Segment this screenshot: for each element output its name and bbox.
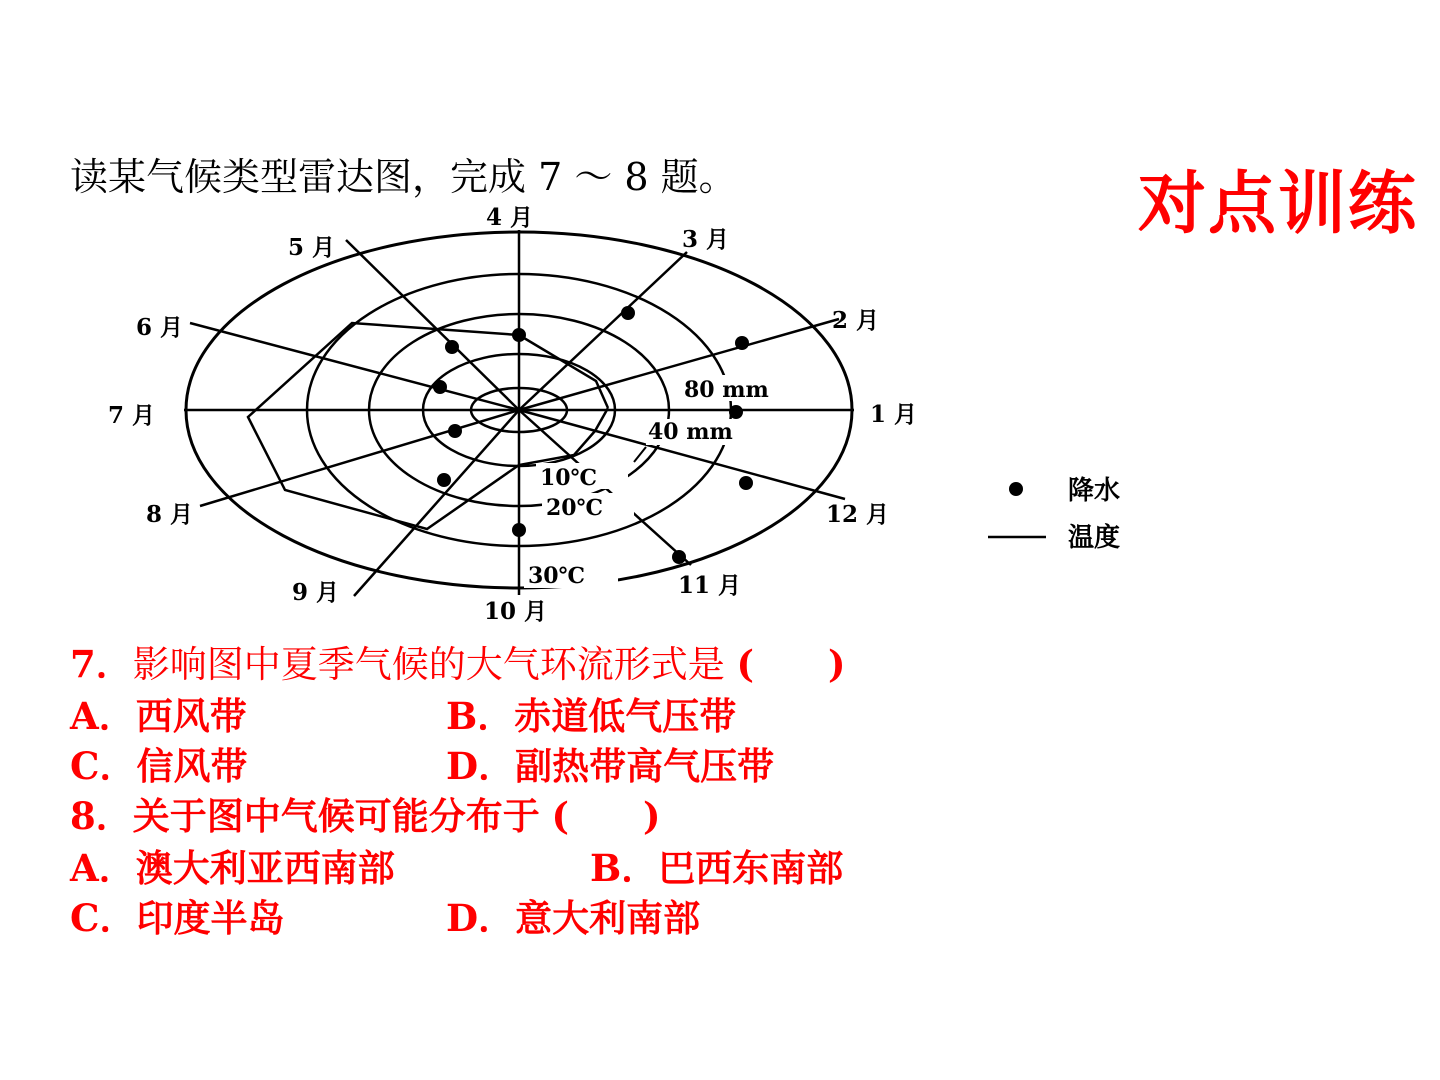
precipitation-dot bbox=[739, 476, 753, 490]
q8-number: 8． bbox=[70, 794, 133, 838]
radar-spoke bbox=[190, 323, 519, 410]
question-7 bbox=[70, 634, 846, 688]
q8-option-d[interactable]: D．意大利南部 bbox=[446, 896, 701, 940]
month-label-10: 10 月 bbox=[484, 598, 548, 625]
precipitation-dot bbox=[735, 336, 749, 350]
precipitation-dot bbox=[672, 550, 686, 564]
month-labels bbox=[108, 204, 917, 625]
question-8 bbox=[70, 786, 661, 840]
month-label-5: 5 月 bbox=[288, 234, 336, 261]
legend-precip-dot bbox=[1009, 482, 1023, 496]
precipitation-dot bbox=[621, 306, 635, 320]
precipitation-dot bbox=[437, 473, 451, 487]
precipitation-dot bbox=[512, 523, 526, 537]
q8-bracket: ( ) bbox=[551, 794, 661, 838]
intro-text: 读某气候类型雷达图，完成 7 ～ 8 题。 bbox=[70, 155, 737, 199]
precipitation-dot bbox=[512, 328, 526, 342]
precipitation-dot bbox=[729, 405, 743, 419]
month-label-2: 2 月 bbox=[832, 307, 880, 334]
legend-temp-label: 温度 bbox=[1068, 523, 1121, 553]
q8-option-b[interactable]: B．巴西东南部 bbox=[590, 846, 844, 890]
scale-label-30c: 30℃ bbox=[528, 563, 585, 589]
month-label-11: 11 月 bbox=[678, 572, 742, 599]
q7-option-a[interactable]: A．西风带 bbox=[70, 694, 247, 738]
month-label-7: 7 月 bbox=[108, 402, 156, 429]
climate-radar-chart bbox=[90, 195, 1190, 635]
chart-legend bbox=[988, 475, 1120, 553]
scale-label-40mm: 40 mm bbox=[648, 419, 733, 445]
scale-label-80mm: 80 mm bbox=[684, 377, 769, 403]
q7-number: 7． bbox=[70, 642, 133, 686]
precipitation-dot bbox=[445, 340, 459, 354]
month-label-12: 12 月 bbox=[826, 501, 890, 528]
precipitation-dot bbox=[448, 424, 462, 438]
q7-bracket: ( ) bbox=[736, 642, 846, 686]
scale-label-20c: 20℃ bbox=[546, 495, 603, 521]
precipitation-dot bbox=[433, 380, 447, 394]
legend-precip-label: 降水 bbox=[1068, 476, 1121, 506]
month-label-9: 9 月 bbox=[292, 579, 340, 606]
q7-stem: 影响图中夏季气候的大气环流形式是 bbox=[132, 643, 725, 686]
q7-option-b[interactable]: B．赤道低气压带 bbox=[446, 694, 737, 738]
q8-stem: 关于图中气候可能分布于 bbox=[132, 794, 540, 838]
month-label-1: 1 月 bbox=[870, 401, 918, 428]
month-label-8: 8 月 bbox=[146, 501, 194, 528]
q7-option-c[interactable]: C．信风带 bbox=[70, 744, 248, 788]
q8-option-c[interactable]: C．印度半岛 bbox=[70, 896, 285, 940]
q8-option-a[interactable]: A．澳大利亚西南部 bbox=[70, 846, 395, 890]
q7-option-d[interactable]: D．副热带高气压带 bbox=[446, 744, 775, 788]
month-label-3: 3 月 bbox=[682, 226, 730, 253]
month-label-4: 4 月 bbox=[486, 204, 534, 231]
month-label-6: 6 月 bbox=[136, 314, 184, 341]
slide-title: 对点训练 bbox=[1138, 165, 1419, 244]
scale-label-10c: 10℃ bbox=[540, 465, 597, 491]
leader-40mm bbox=[634, 447, 646, 462]
